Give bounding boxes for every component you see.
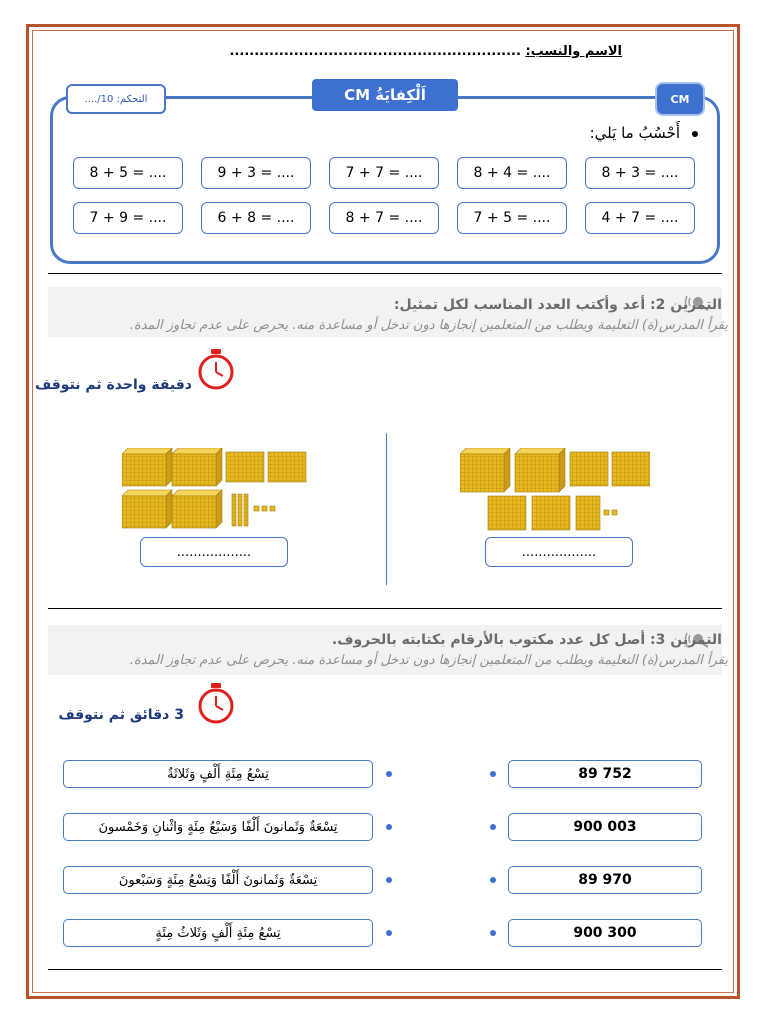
cube-block <box>460 448 510 492</box>
rod-block <box>238 494 242 526</box>
calc-box[interactable]: 6 + 8 = .... <box>201 202 311 234</box>
flat-block <box>532 496 570 530</box>
number-option[interactable]: 89 970 <box>508 866 702 894</box>
base-ten-blocks-right <box>460 448 650 532</box>
calc-instruction <box>590 124 698 142</box>
flat-block <box>570 452 608 486</box>
rod-block <box>244 494 248 526</box>
number-option[interactable]: 89 752 <box>508 760 702 788</box>
calc-box[interactable]: 9 + 3 = .... <box>201 157 311 189</box>
flat-block <box>268 452 306 482</box>
calc-box[interactable]: 7 + 5 = .... <box>457 202 567 234</box>
number-option[interactable]: 900 300 <box>508 919 702 947</box>
cube-block <box>122 490 172 528</box>
exercise2-subtitle: يقرأ المدرس(ة) التعليمة ويطلب من المتعلمين إنجازها دون تدخل أو مساعدة منه. يحرص على عدم تجاوز المدة. <box>129 318 728 333</box>
section-divider <box>48 608 722 609</box>
word-option[interactable]: تِسْعَةٌ وَثَمانونَ أَلْفًا وَسَبْعُ مِئَةٍ وَاثْنانِ وَخَمْسونَ <box>63 813 373 841</box>
number-option[interactable]: 900 003 <box>508 813 702 841</box>
exercise3-subtitle: يقرأ المدرس(ة) التعليمة ويطلب من المتعلمين إنجازها دون تدخل أو مساعدة منه. يحرص على عدم تجاوز المدة. <box>129 653 728 668</box>
word-option[interactable]: تِسْعُ مِئَةِ أَلْفٍ وَثَلاثَةٌ <box>63 760 373 788</box>
stopwatch-icon <box>194 682 238 724</box>
calc-box[interactable]: 4 + 7 = .... <box>585 202 695 234</box>
name-line <box>230 44 622 59</box>
calc-box[interactable]: 8 + 3 = .... <box>585 157 695 189</box>
exercise2-timer-label: دقيقة واحدة ثم نتوقف <box>34 377 192 393</box>
match-dot-right[interactable] <box>490 930 496 936</box>
calc-box[interactable]: 7 + 7 = .... <box>329 157 439 189</box>
cube-block <box>172 448 222 486</box>
unit-block <box>604 510 609 515</box>
match-dot-right[interactable] <box>490 771 496 777</box>
unit-block <box>612 510 617 515</box>
calc-box[interactable]: 8 + 5 = .... <box>73 157 183 189</box>
cube-block <box>515 448 565 492</box>
answer-field-left[interactable]: .................. <box>140 537 288 567</box>
flat-block <box>488 496 526 530</box>
flat-block <box>576 496 600 530</box>
calc-instruction-text: أَحْسُبُ ما يَلي: <box>589 124 680 142</box>
stopwatch-icon <box>194 348 238 390</box>
match-dot-left[interactable] <box>386 771 392 777</box>
unit-block <box>270 506 275 511</box>
calc-box[interactable]: 8 + 7 = .... <box>329 202 439 234</box>
rod-block <box>232 494 236 526</box>
unit-block <box>262 506 267 511</box>
match-dot-left[interactable] <box>386 930 392 936</box>
score-badge: التحكم: 10/.... <box>66 84 166 114</box>
section-divider <box>48 969 722 970</box>
word-option[interactable]: تِسْعُ مِئَةِ أَلْفٍ وَثَلاثُ مِئَةٍ <box>63 919 373 947</box>
exercise3-timer-label: 3 دقائق ثم نتوقف <box>58 707 184 723</box>
name-blank[interactable]: ........................................................... <box>229 44 521 59</box>
calc-box[interactable]: 8 + 4 = .... <box>457 157 567 189</box>
match-dot-right[interactable] <box>490 824 496 830</box>
base-ten-blocks-left <box>122 448 312 532</box>
answer-field-right[interactable]: .................. <box>485 537 633 567</box>
match-dot-right[interactable] <box>490 877 496 883</box>
cube-block <box>122 448 172 486</box>
match-dot-left[interactable] <box>386 877 392 883</box>
section-divider <box>48 273 722 274</box>
exercise2-title: التمرين 2: أعد وأكتب العدد المناسب لكل تمثيل: <box>393 297 722 313</box>
cm-badge: CM <box>655 82 705 116</box>
vertical-divider <box>386 433 387 585</box>
unit-block <box>254 506 259 511</box>
name-label: الاسم والنسب: <box>525 44 622 59</box>
competency-title: اَلْكِفايَةُ CM <box>312 79 458 111</box>
flat-block <box>226 452 264 482</box>
word-option[interactable]: تِسْعَةٌ وَثَمانونَ أَلْفًا وَتِسْعُ مِئَةٍ وَسَبْعونَ <box>63 866 373 894</box>
calc-box[interactable]: 7 + 9 = .... <box>73 202 183 234</box>
flat-block <box>612 452 650 486</box>
match-dot-left[interactable] <box>386 824 392 830</box>
cube-block <box>172 490 222 528</box>
exercise3-title: التمرين 3: أصل كل عدد مكتوب بالأرقام بكتابته بالحروف. <box>331 632 722 648</box>
bullet-icon <box>692 131 698 137</box>
